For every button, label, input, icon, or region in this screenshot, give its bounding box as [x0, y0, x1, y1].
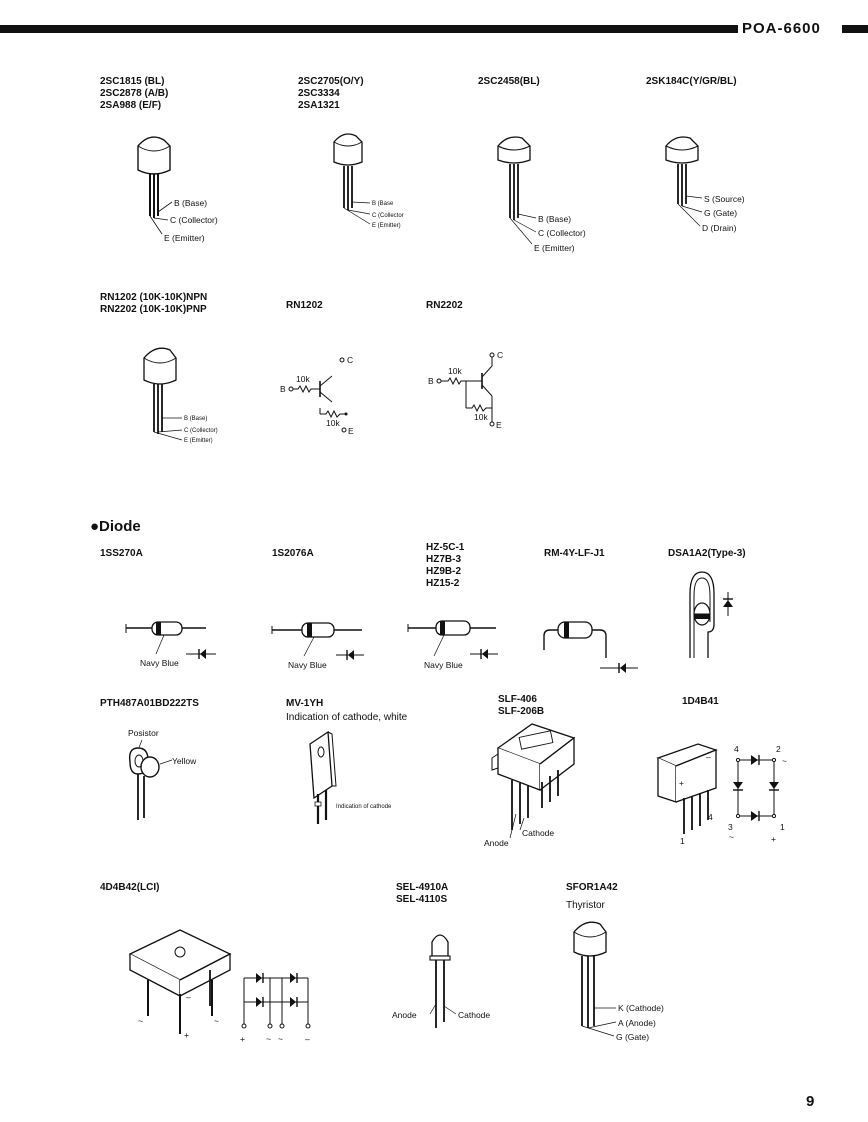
pin-label-cathode: K (Cathode) — [618, 1003, 664, 1013]
part-title-2sk184c: 2SK184C(Y/GR/BL) — [646, 76, 737, 87]
cathode-label: Cathode — [522, 828, 555, 838]
model-number: POA-6600 — [742, 20, 821, 37]
transistor-rn1202-drawing — [136, 342, 246, 452]
pin-label-collector: C (Collector) — [538, 228, 586, 238]
thyristor-sfor1a42-drawing — [566, 916, 706, 1046]
rn1202-schematic — [280, 350, 370, 440]
cathode-indication-label: Indication of cathode — [336, 804, 392, 810]
color-label-navy-blue: Navy Blue — [424, 660, 463, 670]
pin-label-emitter: E (Emitter) — [534, 243, 575, 253]
svg-text:~: ~ — [266, 1034, 271, 1044]
svg-text:+: + — [679, 778, 684, 788]
diode-1s2076a-drawing — [270, 618, 370, 678]
part-title-2sc2458: 2SC2458(BL) — [478, 76, 540, 87]
svg-text:4: 4 — [734, 744, 739, 754]
anode-label: Anode — [392, 1010, 417, 1020]
part-title-1s2076a: 1S2076A — [272, 548, 314, 559]
mv-1yh-subtitle: Indication of cathode, white — [286, 712, 408, 723]
svg-text:~: ~ — [782, 756, 787, 766]
fet-2sk184c-drawing — [660, 130, 780, 240]
svg-text:–: – — [305, 1034, 310, 1044]
diode-mv-1yh-drawing — [300, 726, 450, 826]
part-title-pth487a01bd222ts: PTH487A01BD222TS — [100, 698, 199, 709]
svg-text:10k: 10k — [296, 374, 310, 384]
pin-label-base: B (Base) — [174, 198, 208, 208]
diode-slf-406-drawing — [484, 718, 594, 850]
part-title-rm-4y-lf-j1: RM-4Y-LF-J1 — [544, 548, 605, 559]
svg-text:1: 1 — [780, 822, 785, 832]
pin-label-gate: G (Gate) — [616, 1032, 650, 1042]
header-rule-end — [842, 25, 868, 33]
pin-label-base: B (Base — [372, 201, 394, 207]
svg-text:B: B — [280, 384, 286, 394]
posistor-drawing — [118, 722, 228, 832]
cathode-label: Cathode — [458, 1010, 491, 1020]
part-title-mv-1yh: MV-1YH — [286, 698, 324, 709]
pin-label-collector: C (Collector) — [184, 428, 218, 434]
svg-text:10k: 10k — [474, 412, 488, 422]
pin-label-emitter: E (Emitter) — [372, 223, 401, 229]
svg-text:–: – — [186, 992, 191, 1002]
svg-text:+: + — [771, 834, 776, 844]
part-title-1d4b41: 1D4B41 — [682, 696, 719, 707]
diode-dsa1a2-drawing — [686, 570, 766, 665]
part-title-sel-4910a: SEL-4910A SEL-4110S — [396, 882, 449, 905]
svg-text:4: 4 — [708, 812, 713, 822]
part-title-2sc2705: 2SC2705(O/Y) 2SC3334 2SA1321 — [298, 76, 364, 111]
pin-label-gate: G (Gate) — [704, 208, 738, 218]
pin-label-base: B (Base) — [184, 416, 208, 422]
transistor-2sc2705-drawing — [322, 130, 422, 240]
section-title-diode: ●Diode — [90, 518, 141, 535]
svg-text:~: ~ — [278, 1034, 283, 1044]
svg-text:~: ~ — [138, 1016, 143, 1026]
part-title-slf-406: SLF-406 SLF-206B — [498, 694, 545, 717]
svg-text:3: 3 — [728, 822, 733, 832]
color-label-navy-blue: Navy Blue — [288, 660, 327, 670]
part-title-hz-series: HZ-5C-1 HZ7B-3 HZ9B-2 HZ15-2 — [426, 542, 465, 589]
header-rule — [0, 25, 738, 33]
part-title-2sc1815: 2SC1815 (BL) 2SC2878 (A/B) 2SA988 (E/F) — [100, 76, 169, 111]
part-title-rn1202-rn2202: RN1202 (10K-10K)NPN RN2202 (10K-10K)PNP — [100, 292, 208, 315]
rn2202-schematic — [426, 346, 516, 436]
part-title-1ss270a: 1SS270A — [100, 548, 143, 559]
svg-text:1: 1 — [680, 836, 685, 846]
part-title-sfor1a42: SFOR1A42 — [566, 882, 618, 893]
svg-text:+: + — [240, 1034, 245, 1044]
bridge-1d4b41-drawing — [654, 730, 834, 850]
pin-label-anode: A (Anode) — [618, 1018, 656, 1028]
anode-label: Anode — [484, 838, 509, 848]
svg-text:2: 2 — [776, 744, 781, 754]
diode-hz-series-drawing — [406, 616, 506, 676]
svg-text:C: C — [497, 350, 504, 360]
diode-rm-4y-drawing — [540, 612, 640, 672]
part-title-rn2202: RN2202 — [426, 300, 463, 311]
svg-text:~: ~ — [729, 832, 734, 842]
bridge-4d4b42-drawing — [126, 924, 326, 1054]
sfor1a42-subtitle: Thyristor — [566, 900, 605, 911]
svg-text:E: E — [496, 420, 502, 430]
pin-label-emitter: E (Emitter) — [184, 438, 213, 444]
pin-label-drain: D (Drain) — [702, 223, 737, 233]
svg-text:10k: 10k — [326, 418, 340, 428]
part-title-4d4b42: 4D4B42(LCI) — [100, 882, 160, 893]
part-title-rn1202: RN1202 — [286, 300, 323, 311]
svg-text:E: E — [348, 426, 354, 436]
svg-text:–: – — [706, 752, 711, 762]
svg-text:B: B — [428, 376, 434, 386]
svg-text:~: ~ — [214, 1016, 219, 1026]
pin-label-collector: C (Collector) — [170, 215, 218, 225]
svg-text:10k: 10k — [448, 366, 462, 376]
diode-1ss270a-drawing — [124, 618, 224, 678]
svg-text:+: + — [184, 1030, 189, 1040]
part-title-dsa1a2: DSA1A2(Type-3) — [668, 548, 746, 559]
svg-text:C: C — [347, 355, 354, 365]
transistor-2sc1815-drawing — [120, 130, 240, 250]
pin-label-emitter: E (Emitter) — [164, 233, 205, 243]
pin-label-base: B (Base) — [538, 214, 572, 224]
posistor-label: Posistor — [128, 728, 159, 738]
color-label-navy-blue: Navy Blue — [140, 658, 179, 668]
page-number: 9 — [806, 1093, 815, 1110]
color-label-yellow: Yellow — [172, 756, 197, 766]
pin-label-collector: C (Collector — [372, 213, 404, 219]
pin-label-source: S (Source) — [704, 194, 745, 204]
transistor-2sc2458-drawing — [490, 130, 610, 260]
led-sel-4910a-drawing — [390, 926, 510, 1046]
